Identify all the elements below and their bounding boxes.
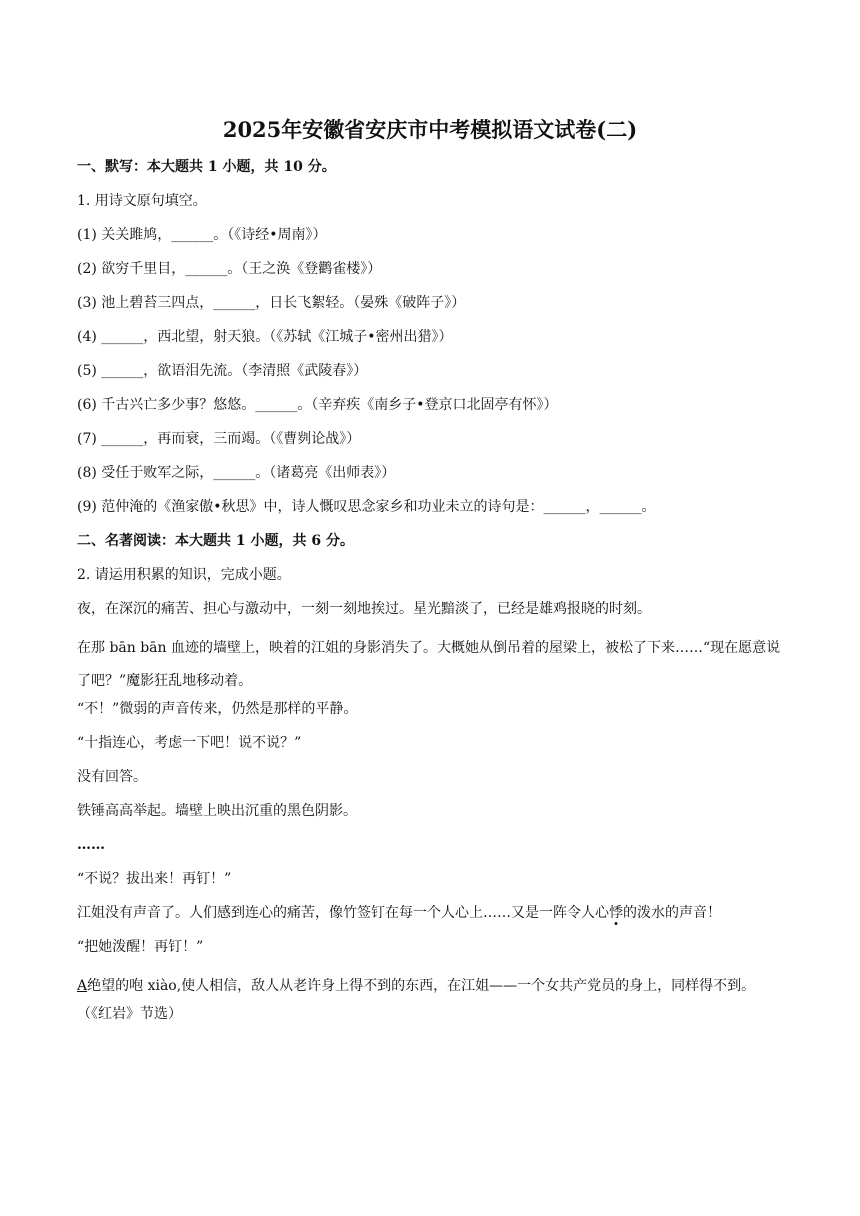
fill-item-8: (8) 受任于败军之际，______。（诸葛亮《出师表》） <box>77 465 396 481</box>
fill-item-2: (2) 欲穷千里目，______。（王之涣《登鹳雀楼》） <box>77 261 382 277</box>
section-1-heading: 一、默写：本大题共 1 小题，共 10 分。 <box>77 159 336 175</box>
fill-item-5: (5) ______，欲语泪先流。（李清照《武陵春》） <box>77 363 368 379</box>
underline-marker-a: A <box>77 978 88 994</box>
fill-item-7: (7) ______，再而衰，三而竭。（《曹刿论战》） <box>77 431 361 447</box>
passage-source: （《红岩》节选） <box>77 1006 182 1022</box>
fill-item-1: (1) 关关雎鸠，______。（《诗经•周南》） <box>77 227 327 243</box>
passage-paragraph-1: 夜，在深沉的痛苦、担心与激动中，一刻一刻地挨过。星光黯淡了，已经是雄鸡报晓的时刻。 <box>77 601 651 617</box>
question-2-prompt: 2. 请运用积累的知识，完成小题。 <box>77 567 291 583</box>
passage-paragraph-9-part-b: 的泼水的声音！ <box>623 905 721 921</box>
passage-paragraph-6: 铁锤高高举起。墙壁上映出沉重的黑色阴影。 <box>77 803 357 819</box>
passage-paragraph-11-text: 绝望的咆 xiào,使人相信，敌人从老许身上得不到的东西，在江姐——一个女共产党员的身上，同样得不到。 <box>87 978 756 994</box>
passage-paragraph-2: 在那 bān bān 血迹的墙壁上，映着的江姐的身影消失了。大概她从倒吊着的屋梁上，被松了下来……“现在愿意说了吧？”魔影狂乱地移动着。 <box>77 640 781 689</box>
passage-paragraph-11 <box>77 970 787 1003</box>
passage-paragraph-9 <box>77 902 787 936</box>
question-1-prompt: 1. 用诗文原句填空。 <box>77 193 207 209</box>
fill-item-9: (9) 范仲淹的《渔家傲•秋思》中，诗人慨叹思念家乡和功业未立的诗句是：______，______。 <box>77 499 656 515</box>
passage-paragraph-5: 没有回答。 <box>77 769 147 785</box>
passage-paragraph-4: “十指连心，考虑一下吧！说不说？” <box>77 735 302 751</box>
fill-item-4: (4) ______，西北望，射天狼。（《苏轼《江城子•密州出猎》） <box>77 329 453 345</box>
emphasis-dot-character: 悸 <box>609 905 623 921</box>
page-title: 2025年安徽省安庆市中考模拟语文试卷(二) <box>222 117 638 142</box>
passage-paragraph-9-part-a: 江姐没有声音了。人们感到连心的痛苦，像竹签钉在每一个人心上……又是一阵令人心 <box>77 905 609 921</box>
fill-item-3: (3) 池上碧苔三四点，______，日长飞絮轻。（晏殊《破阵子》） <box>77 295 466 311</box>
passage-paragraph-3: “不！”微弱的声音传来，仍然是那样的平静。 <box>77 701 358 717</box>
fill-item-6: (6) 千古兴亡多少事？悠悠。______。（辛弃疾《南乡子•登京口北固亭有怀》） <box>77 397 558 413</box>
exam-content <box>77 156 787 1037</box>
passage-ellipsis: …… <box>77 837 105 853</box>
passage-paragraph-8: “不说？拔出来！再钉！” <box>77 871 232 887</box>
section-2-heading: 二、名著阅读：本大题共 1 小题，共 6 分。 <box>77 533 354 549</box>
passage-paragraph-10: “把她泼醒！再钉！” <box>77 939 204 955</box>
